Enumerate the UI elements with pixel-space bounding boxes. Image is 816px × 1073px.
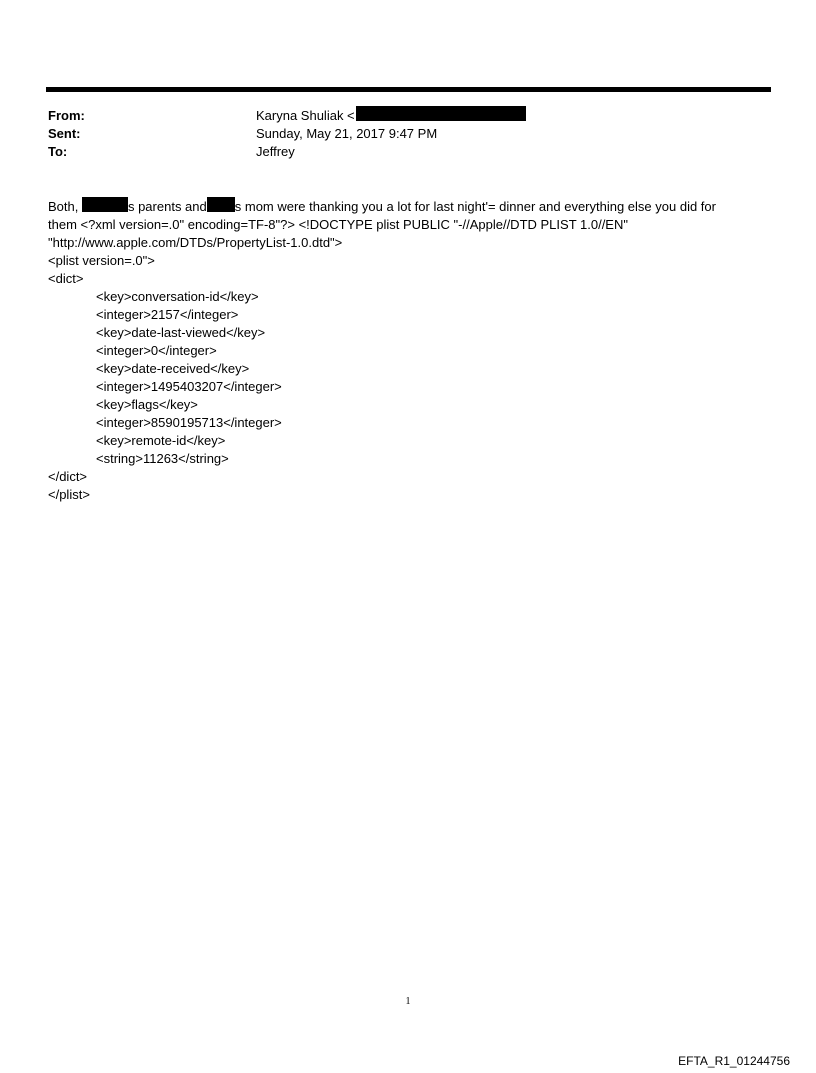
header-rule (46, 87, 771, 92)
bates-id: EFTA_R1_01244756 (678, 1054, 790, 1068)
redacted-name (82, 197, 128, 212)
page-number: 1 (405, 996, 411, 1007)
body-line: them <?xml version=.0" encoding=TF-8"?> <!DOCTYPE plist PUBLIC "-//Apple//DTD PLIST 1.0//EN" (48, 217, 628, 232)
plist-entry: <key>flags</key> (96, 397, 198, 412)
redacted-email (356, 106, 526, 121)
from-label: From: (48, 108, 85, 123)
body-line: "http://www.apple.com/DTDs/PropertyList-1.0.dtd"> (48, 235, 343, 250)
body-line: </plist> (48, 487, 90, 502)
body-line: <dict> (48, 271, 84, 286)
sent-value: Sunday, May 21, 2017 9:47 PM (256, 126, 438, 141)
plist-entry: <string>11263</string> (96, 451, 229, 466)
plist-entry: <integer>1495403207</integer> (96, 379, 282, 394)
plist-entry: <integer>2157</integer> (96, 307, 239, 322)
redacted-name (207, 197, 235, 212)
plist-entry: <key>date-last-viewed</key> (96, 325, 266, 340)
body-text: Both, (48, 199, 82, 214)
from-value (256, 107, 756, 125)
plist-entry: <integer>0</integer> (96, 343, 217, 358)
body-text: s parents and (127, 199, 207, 214)
sent-label: Sent: (48, 126, 81, 141)
plist-entry: <integer>8590195713</integer> (96, 415, 282, 430)
from-name: Karyna Shuliak < (256, 108, 355, 123)
body-text: s mom were thanking you a lot for last night'= dinner and everything else you did for (234, 199, 716, 214)
body-line (48, 198, 768, 216)
body-line: </dict> (48, 469, 88, 484)
email-body (48, 198, 768, 504)
to-value: Jeffrey (256, 144, 295, 159)
plist-entry: <key>date-received</key> (96, 361, 250, 376)
body-line: <plist version=.0"> (48, 253, 155, 268)
to-label: To: (48, 144, 68, 159)
plist-entry: <key>remote-id</key> (96, 433, 226, 448)
plist-entry: <key>conversation-id</key> (96, 289, 259, 304)
